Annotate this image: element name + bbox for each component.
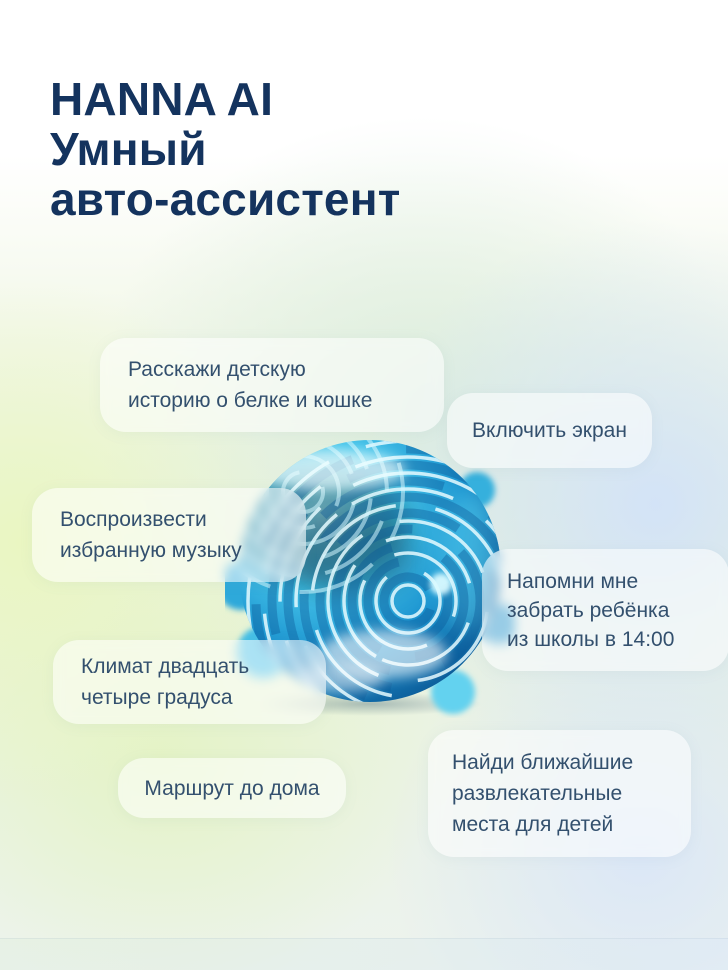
- voice-command-bubble-school-reminder: [482, 549, 728, 671]
- bubble-line: четыре градуса: [81, 686, 233, 709]
- bubble-line: из школы в 14:00: [507, 627, 675, 651]
- subtitle-line-1: Умный: [50, 123, 207, 175]
- voice-command-bubble-climate-24-degrees: [53, 640, 326, 724]
- bubble-line: Включить экран: [472, 419, 627, 442]
- page-title: [50, 74, 400, 224]
- bubble-line: забрать ребёнка: [507, 598, 670, 622]
- voice-command-bubble-turn-on-screen: [447, 393, 652, 468]
- bottom-gradient-band: [0, 938, 728, 970]
- bubble-line: Расскажи детскую: [128, 358, 306, 381]
- bubble-line: развлекательные: [452, 782, 623, 805]
- voice-command-bubble-play-favorite-music: [32, 488, 306, 582]
- voice-command-bubble-tell-kids-story: [100, 338, 444, 432]
- bubble-line: Маршрут до дома: [144, 776, 320, 800]
- subtitle-line-2: авто-ассистент: [50, 173, 401, 225]
- bubble-line: Воспроизвести: [60, 508, 207, 531]
- bubble-line: Климат двадцать: [81, 655, 250, 678]
- bubble-line: Напомни мне: [507, 569, 639, 593]
- bubble-line: избранную музыку: [60, 539, 242, 562]
- bubble-line: Найди ближайшие: [452, 751, 634, 774]
- bubble-line: историю о белке и кошке: [128, 389, 373, 412]
- voice-command-bubble-find-kids-places: [428, 730, 691, 857]
- bubble-line: места для детей: [452, 813, 614, 836]
- voice-command-bubble-route-home: [118, 758, 346, 818]
- brand-name: HANNA AI: [50, 73, 274, 125]
